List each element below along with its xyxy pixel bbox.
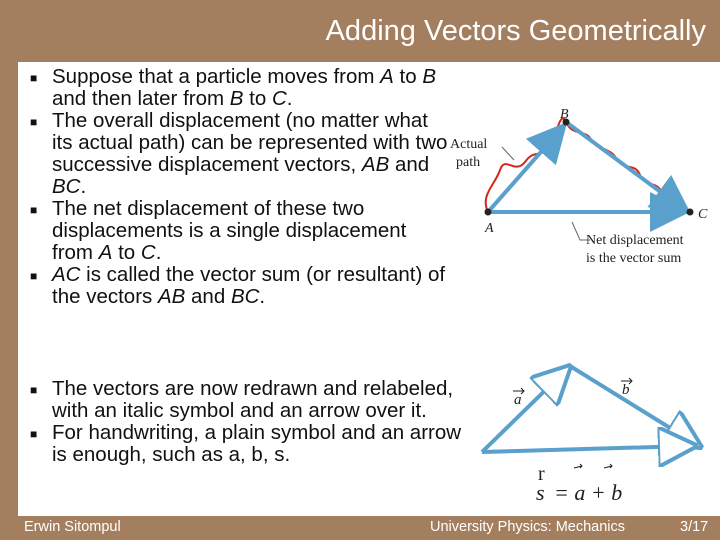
slide-title: Adding Vectors Geometrically xyxy=(325,15,706,47)
label-vector-b: b xyxy=(622,382,630,398)
formula-rhs: = a + b xyxy=(554,480,623,505)
label-point-b: B xyxy=(560,107,569,122)
formula-s: s xyxy=(536,480,545,505)
bullet-item: ■ The net displacement of these two displacements is a single displacement from A to C. xyxy=(30,198,450,264)
vector-a xyxy=(482,370,566,452)
bullet-list-bottom xyxy=(30,378,470,466)
footer-page-number: 3/17 xyxy=(680,519,709,535)
label-net-displacement-line2: is the vector sum xyxy=(586,251,682,266)
label-point-a: A xyxy=(485,221,494,236)
label-actual-path-line2: path xyxy=(456,155,481,170)
bullet-list-top xyxy=(30,66,450,308)
vector-sum-diagram xyxy=(470,360,710,510)
bullet-item: ■ AC is called the vector sum (or resultant) of the vectors AB and BC. xyxy=(30,264,450,308)
vector-bc xyxy=(566,122,685,210)
footer-author: Erwin Sitompul xyxy=(24,519,121,535)
footer-course: University Physics: Mechanics xyxy=(430,519,625,535)
label-net-displacement-line1: Net displacement xyxy=(586,233,684,248)
bullet-item: ■ The vectors are now redrawn and relabeled, with an italic symbol and an arrow over it. xyxy=(30,378,470,422)
displacement-diagram xyxy=(440,100,720,270)
label-actual-path-line1: Actual xyxy=(450,137,488,152)
label-point-c: C xyxy=(698,207,708,222)
vector-b xyxy=(570,366,696,444)
point-a xyxy=(485,209,492,216)
actual-path-curve xyxy=(486,119,690,212)
bullet-item: ■ For handwriting, a plain symbol and an arrow is enough, such as a, b, s. xyxy=(30,422,470,466)
label-vector-a: a xyxy=(514,392,522,408)
formula-r-marker: r xyxy=(538,463,545,485)
bullet-item: ■ Suppose that a particle moves from A to B and then later from B to C. xyxy=(30,66,450,110)
point-c xyxy=(687,209,694,216)
footer xyxy=(0,516,720,540)
vector-s xyxy=(482,446,690,452)
bullet-item: ■ The overall displacement (no matter what its actual path) can be represented with two successive displacement vectors, AB and BC. xyxy=(30,110,450,198)
